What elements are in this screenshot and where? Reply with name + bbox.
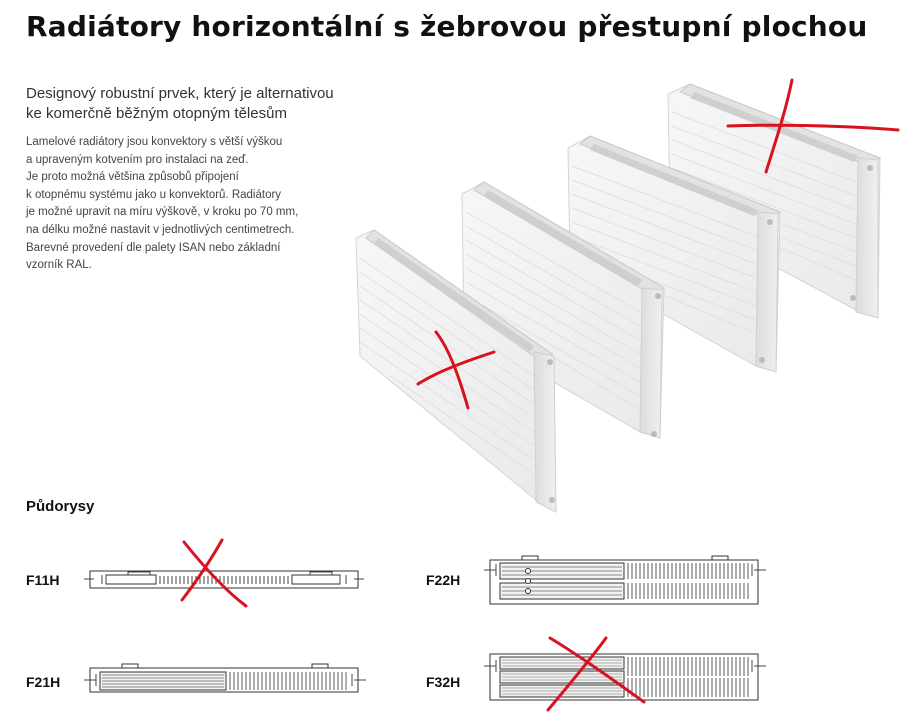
body-line: Je proto možná většina způsobů připojení [26,171,239,184]
plan-label-f32h: F32H [426,674,461,690]
body-line: na délku možné nastavit v jednotlivých centimetrech. [26,223,295,236]
lead-line: Designový robustní prvek, který je alternativou [26,85,334,102]
plan-drawing-f21h [84,660,366,700]
lead-paragraph [26,84,346,124]
body-line: a upraveným kotvením pro instalaci na zeď. [26,153,249,166]
plan-drawing-f22h [484,554,766,606]
plan-label-f11h: F11H [26,572,60,588]
plan-drawing-f32h [484,650,766,702]
body-line: Lamelové radiátory jsou konvektory s větší výškou [26,136,283,148]
page-title: Radiátory horizontální s žebrovou přestupní plochou [26,10,868,43]
body-line: Barevné provedení dle palety ISAN nebo základní [26,241,281,254]
radiator-product-illustration [340,70,905,520]
plan-label-f22h: F22H [426,572,461,588]
plan-drawing-f11h [84,562,366,596]
lead-line: ke komerčně běžným otopným tělesům [26,105,287,122]
body-line: vzorník RAL. [26,259,92,272]
body-line: k otopnému systému jako u konvektorů. Radiátory [26,188,282,201]
description-paragraph [26,134,326,275]
floor-plans-title: Půdorysy [26,498,95,515]
plan-label-f21h: F21H [26,674,61,690]
body-line: je možné upravit na míru výškově, v kroku po 70 mm, [26,206,299,219]
